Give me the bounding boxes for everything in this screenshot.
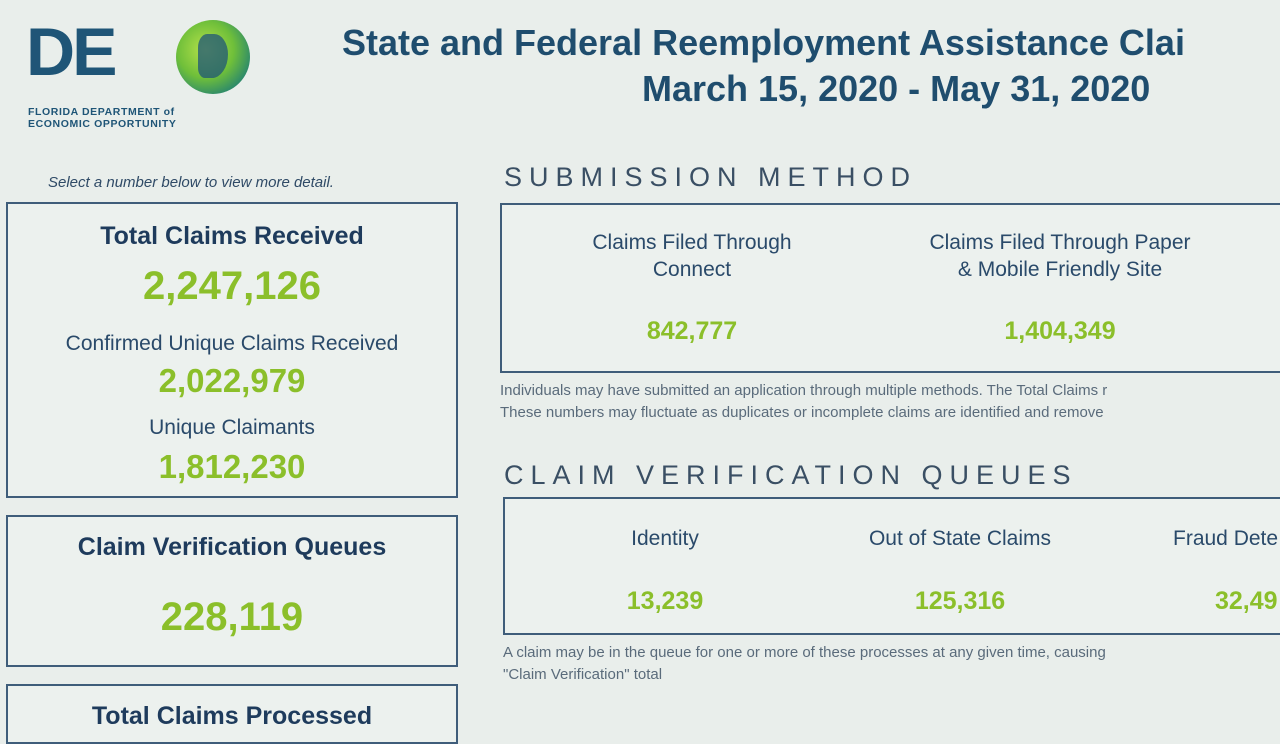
identity-value[interactable]: 13,239 bbox=[626, 587, 704, 615]
select-hint: Select a number below to view more detail. bbox=[48, 174, 334, 191]
out-of-state-value[interactable]: 125,316 bbox=[914, 587, 1006, 615]
submission-method-box bbox=[500, 203, 1280, 373]
unique-claims-label: Confirmed Unique Claims Received bbox=[65, 332, 399, 355]
paper-label-line1: Claims Filed Through Paper bbox=[929, 231, 1191, 254]
verification-queues-label: Claim Verification Queues bbox=[77, 533, 387, 561]
paper-label-line2: & Mobile Friendly Site bbox=[957, 258, 1163, 281]
verification-note bbox=[503, 642, 1106, 686]
paper-value[interactable]: 1,404,349 bbox=[1004, 317, 1116, 345]
out-of-state-label: Out of State Claims bbox=[868, 527, 1052, 550]
total-claims-label: Total Claims Received bbox=[100, 222, 364, 250]
fraud-label: Fraud Dete bbox=[1173, 527, 1279, 550]
paper-label bbox=[890, 229, 1230, 283]
verification-note-line2: "Claim Verification" total bbox=[503, 666, 663, 683]
verification-queues-value[interactable]: 228,119 bbox=[160, 595, 304, 639]
connect-label bbox=[542, 229, 842, 283]
unique-claimants-label: Unique Claimants bbox=[149, 416, 315, 439]
page-date-range: March 15, 2020 - May 31, 2020 bbox=[642, 68, 1151, 109]
submission-note bbox=[500, 380, 1107, 424]
logo-subtitle-line2: ECONOMIC OPPORTUNITY bbox=[28, 118, 177, 130]
connect-label-line2: Connect bbox=[652, 258, 732, 281]
verification-queues-card bbox=[6, 515, 458, 667]
total-claims-value[interactable]: 2,247,126 bbox=[143, 264, 321, 308]
connect-label-line1: Claims Filed Through bbox=[592, 231, 792, 254]
unique-claims-value[interactable]: 2,022,979 bbox=[158, 362, 306, 399]
total-claims-card bbox=[6, 202, 458, 498]
connect-value[interactable]: 842,777 bbox=[646, 317, 738, 345]
logo-subtitle bbox=[28, 106, 177, 130]
logo-letters: DE bbox=[26, 14, 115, 90]
submission-note-line2: These numbers may fluctuate as duplicates or incomplete claims are identified and remove bbox=[500, 404, 1104, 421]
deo-logo bbox=[26, 14, 236, 138]
logo-subtitle-line1: FLORIDA DEPARTMENT of bbox=[28, 106, 175, 118]
verification-note-line1: A claim may be in the queue for one or more of these processes at any given time, causing bbox=[503, 644, 1106, 661]
verification-queues-heading: CLAIM VERIFICATION QUEUES bbox=[504, 460, 1078, 490]
claims-processed-label: Total Claims Processed bbox=[91, 702, 373, 730]
florida-globe-icon bbox=[176, 20, 250, 94]
verification-queues-box bbox=[503, 497, 1280, 635]
claims-processed-card bbox=[6, 684, 458, 744]
submission-method-heading: SUBMISSION METHOD bbox=[504, 162, 918, 192]
fraud-value[interactable]: 32,49 bbox=[1215, 587, 1278, 615]
unique-claimants-value[interactable]: 1,812,230 bbox=[158, 448, 306, 485]
page-title: State and Federal Reemployment Assistance Clai bbox=[342, 22, 1185, 63]
identity-label: Identity bbox=[631, 527, 699, 550]
submission-note-line1: Individuals may have submitted an application through multiple methods. The Total Claims r bbox=[500, 382, 1108, 399]
